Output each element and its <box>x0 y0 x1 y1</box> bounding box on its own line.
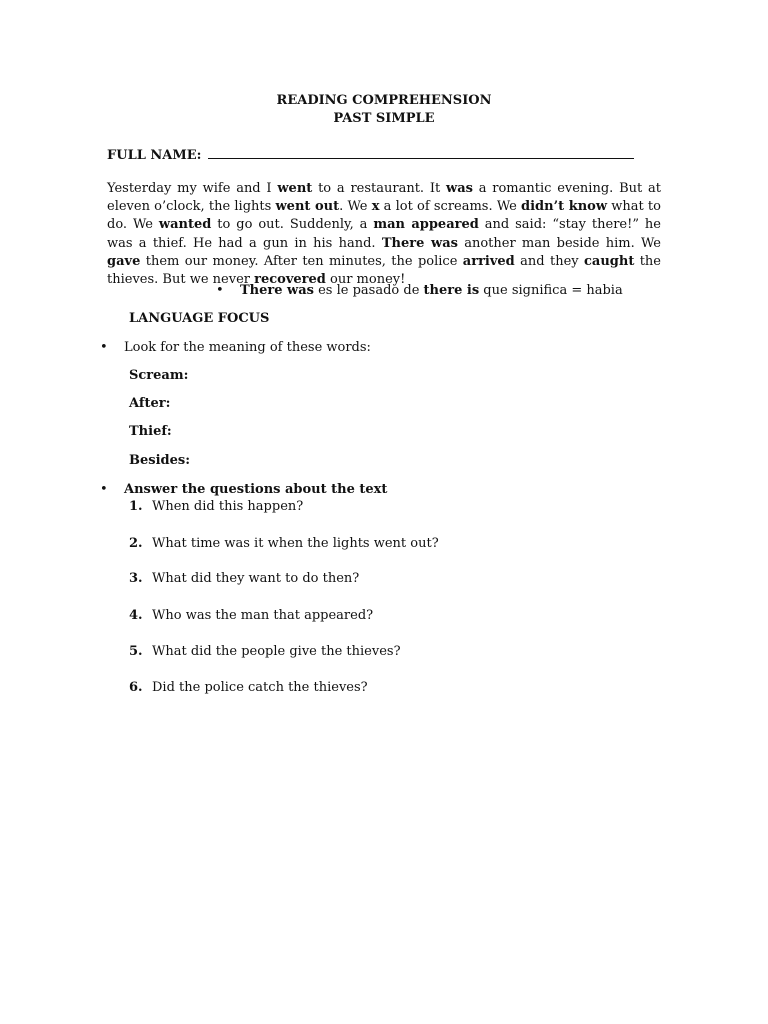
question-text: What did they want to do then? <box>152 571 360 586</box>
question-item <box>129 499 303 514</box>
story-keyword: gave <box>107 253 141 269</box>
bullet-icon: • <box>100 482 108 497</box>
story-keyword: went <box>277 181 313 196</box>
bullet-icon: • <box>216 283 224 298</box>
story-keyword: x <box>371 199 380 215</box>
story-keyword: There was <box>381 235 458 251</box>
vocab-word: Scream: <box>129 368 189 383</box>
questions-heading-text: Answer the questions about the text <box>124 482 388 497</box>
story-text: Yesterday my wife and I <box>107 181 278 196</box>
note-term: There was <box>240 283 314 298</box>
page-subtitle: PAST SIMPLE <box>333 111 435 126</box>
question-text: Who was the man that appeared? <box>152 608 374 623</box>
question-number: 6. <box>129 680 143 695</box>
story-paragraph <box>107 180 661 289</box>
story-keyword: didn’t know <box>521 199 608 215</box>
question-item <box>129 680 368 695</box>
question-item <box>129 571 359 586</box>
story-text: and said: “stay there!” he was a thief. He had a gun in his hand. <box>107 217 661 251</box>
story-text: another man beside him. We <box>457 235 661 251</box>
story-keyword: went out <box>275 199 340 215</box>
question-number: 1. <box>129 499 143 514</box>
story-text: what to do. We <box>107 199 661 233</box>
question-item <box>129 608 373 623</box>
question-item <box>129 644 401 659</box>
story-text: and they <box>514 253 584 269</box>
story-text: them our money. After ten minutes, the police <box>140 253 463 269</box>
story-text: our money! <box>325 272 406 288</box>
question-text: When did this happen? <box>152 499 304 514</box>
story-keyword: arrived <box>462 253 515 269</box>
vocab-word: Besides: <box>129 453 190 468</box>
bullet-icon: • <box>100 340 108 355</box>
vocab-word: After: <box>129 396 171 411</box>
story-keyword: wanted <box>158 217 212 233</box>
meaning-prompt <box>100 340 371 355</box>
story-keyword: was <box>446 181 473 196</box>
vocab-word: Thief: <box>129 424 172 439</box>
story-keyword: recovered <box>254 272 326 288</box>
full-name-blank-line <box>208 147 634 159</box>
question-text: What did the people give the thieves? <box>152 644 401 659</box>
story-text: to go out. Suddenly, a <box>211 217 374 233</box>
full-name-row <box>107 147 634 163</box>
language-focus-heading: LANGUAGE FOCUS <box>129 311 270 326</box>
questions-heading <box>100 482 387 497</box>
story-keyword: caught <box>583 253 635 269</box>
note-text-2: que significa = habia <box>479 283 623 298</box>
question-number: 2. <box>129 536 143 551</box>
note-term-2: there is <box>423 283 480 298</box>
question-number: 4. <box>129 608 143 623</box>
question-text: What time was it when the lights went out? <box>152 536 439 551</box>
story-text: a lot of screams. We <box>379 199 522 215</box>
question-text: Did the police catch the thieves? <box>152 680 368 695</box>
full-name-label: FULL NAME: <box>107 148 202 163</box>
question-number: 5. <box>129 644 143 659</box>
page-title: READING COMPREHENSION <box>276 93 492 108</box>
note-text: es le pasado de <box>313 283 424 298</box>
question-number: 3. <box>129 571 143 586</box>
story-text: the thieves. But we never <box>107 253 661 288</box>
story-text: . We <box>339 199 372 215</box>
grammar-note <box>216 283 623 298</box>
story-text: a romantic evening. But at eleven o’clock, the lights <box>107 181 661 215</box>
story-text: to a restaurant. It <box>312 181 446 196</box>
question-item <box>129 536 439 551</box>
story-keyword: man appeared <box>373 217 479 233</box>
meaning-prompt-text: Look for the meaning of these words: <box>124 340 371 355</box>
